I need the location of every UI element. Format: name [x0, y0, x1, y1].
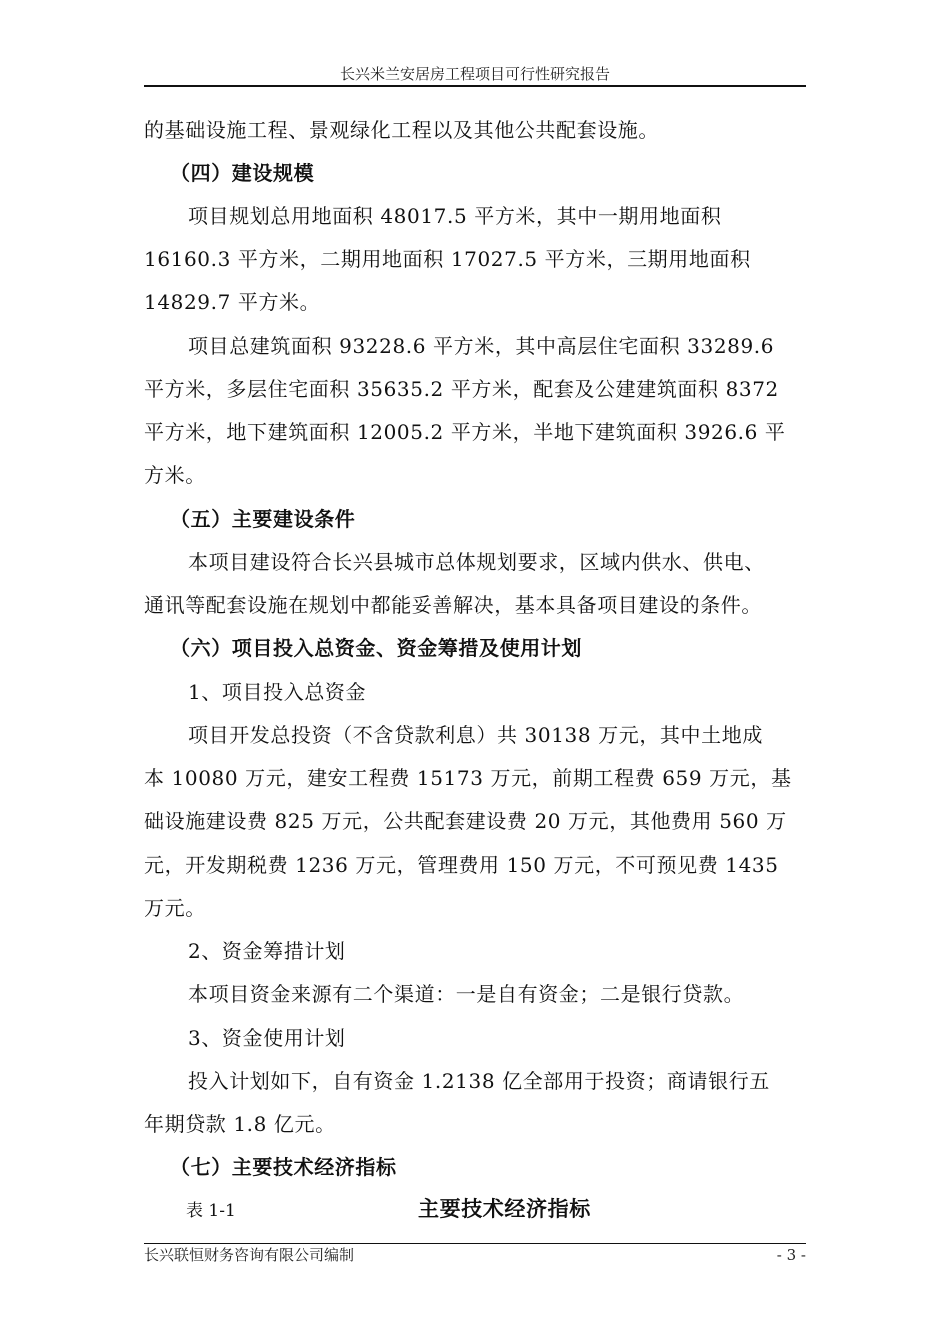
subheading-line: 3、资金使用计划 [188, 1026, 346, 1050]
paragraph-line: 年期贷款 1.8 亿元。 [144, 1112, 336, 1136]
table-caption-title: 主要技术经济指标 [418, 1196, 591, 1221]
subheading-line: 1、项目投入总资金 [188, 680, 367, 704]
section-heading-5: （五）主要建设条件 [170, 507, 356, 531]
paragraph-line: 项目总建筑面积 93228.6 平方米，其中高层住宅面积 33289.6 [188, 334, 775, 358]
paragraph-line: 本项目建设符合长兴县城市总体规划要求，区域内供水、供电、 [188, 550, 765, 574]
paragraph-line: 元，开发期税费 1236 万元，管理费用 150 万元，不可预见费 1435 [144, 853, 779, 877]
paragraph-line: 16160.3 平方米，二期用地面积 17027.5 平方米，三期用地面积 [144, 247, 751, 271]
paragraph-line: 万元。 [144, 896, 206, 920]
section-heading-4: （四）建设规模 [170, 161, 315, 185]
paragraph-line: 础设施建设费 825 万元，公共配套建设费 20 万元，其他费用 560 万 [144, 809, 787, 833]
subheading-line: 2、资金筹措计划 [188, 939, 346, 963]
table-caption-label: 表 1-1 [186, 1201, 236, 1221]
paragraph-line: 投入计划如下，自有资金 1.2138 亿全部用于投资；商请银行五 [188, 1069, 770, 1093]
section-heading-6: （六）项目投入总资金、资金筹措及使用计划 [170, 636, 582, 660]
paragraph-line: 方米。 [144, 463, 206, 487]
paragraph-line: 平方米，多层住宅面积 35635.2 平方米，配套及公建建筑面积 8372 [144, 377, 779, 401]
header-rule [144, 85, 806, 87]
footer-page-number: - 3 - [776, 1246, 806, 1264]
paragraph-line: 通讯等配套设施在规划中都能妥善解决，基本具备项目建设的条件。 [144, 593, 762, 617]
paragraph-line: 项目规划总用地面积 48017.5 平方米，其中一期用地面积 [188, 204, 722, 228]
footer-rule [144, 1243, 806, 1244]
paragraph-line: 项目开发总投资（不含贷款利息）共 30138 万元，其中土地成 [188, 723, 763, 747]
paragraph-line: 本项目资金来源有二个渠道：一是自有资金；二是银行贷款。 [188, 982, 745, 1006]
section-heading-7: （七）主要技术经济指标 [170, 1155, 397, 1179]
paragraph-line: 14829.7 平方米。 [144, 290, 321, 314]
paragraph-line: 本 10080 万元，建安工程费 15173 万元，前期工程费 659 万元，基 [144, 766, 792, 790]
page-header-title: 长兴米兰安居房工程项目可行性研究报告 [339, 65, 610, 83]
paragraph-line: 平方米，地下建筑面积 12005.2 平方米，半地下建筑面积 3926.6 平 [144, 420, 786, 444]
footer-company: 长兴联恒财务咨询有限公司编制 [144, 1246, 355, 1264]
paragraph-line: 的基础设施工程、景观绿化工程以及其他公共配套设施。 [144, 118, 659, 142]
